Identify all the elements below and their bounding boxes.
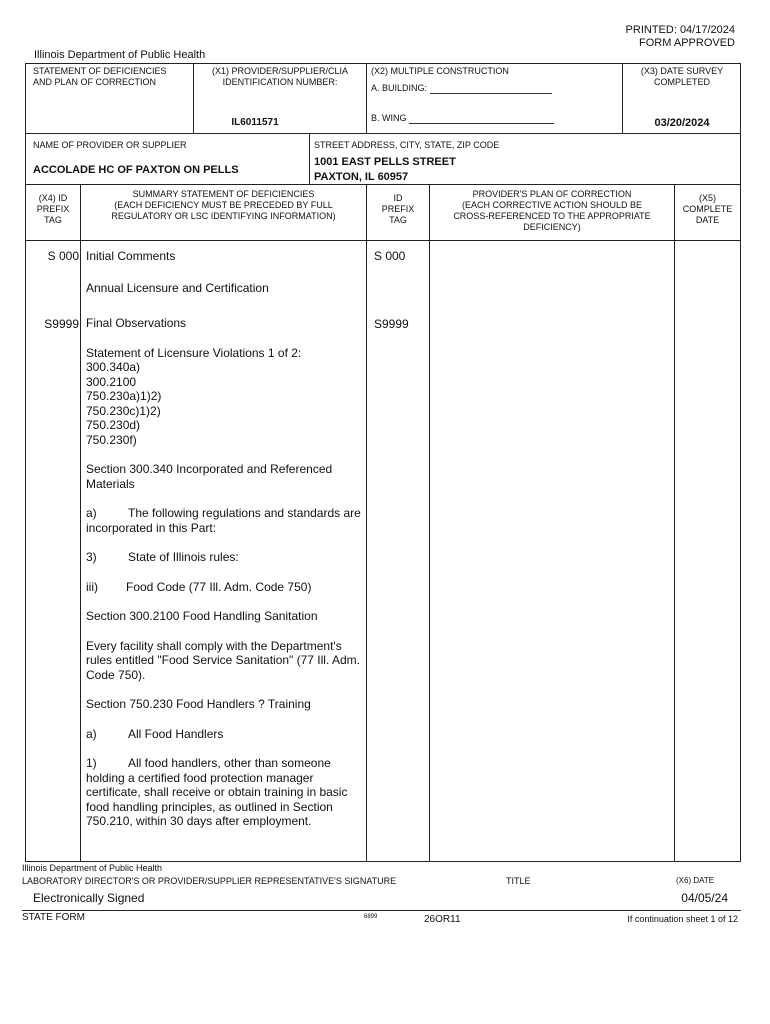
item-a-food-handlers: a) All Food Handlers [86, 726, 224, 741]
provider-id: IL6011571 [231, 117, 279, 128]
final-observations: Final Observations [86, 316, 187, 330]
initial-comments: Initial Comments [86, 249, 176, 263]
provider-name: ACCOLADE HC OF PAXTON ON PELLS [33, 164, 239, 176]
tag-s9999-right: S9999 [374, 317, 409, 331]
tag-s9999-left: S9999 [44, 317, 79, 331]
violations-block: Statement of Licensure Violations 1 of 2: 300.340a) 300.2100 750.230a)1)2) 750.230c)1)2) 750.230d) 750.230f) [86, 345, 302, 447]
x6-date-label: (X6) DATE [676, 876, 715, 885]
agency-name: Illinois Department of Public Health [34, 49, 206, 61]
id-header: ID PREFIX TAG [381, 193, 415, 225]
section-750-230: Section 750.230 Food Handlers ? Training [86, 697, 311, 711]
event-id: 26OR11 [424, 914, 461, 925]
item-1: 1) All food handlers, other than someone holding a certified food protection manager certificate, shall receive or obtain training in basic food handling principles, as outlined in Section 750.210, within 30 days after employment. [86, 756, 348, 828]
continuation-sheet: If continuation sheet 1 of 12 [627, 914, 738, 924]
signature-value: Electronically Signed [33, 891, 145, 905]
deficiency-text [86, 249, 362, 844]
signed-date: 04/05/24 [681, 891, 728, 905]
plan-header: PROVIDER'S PLAN OF CORRECTION (EACH CORRECTIVE ACTION SHOULD BE CROSS-REFERENCED TO THE APPROPRIATE DEFICIENCY) [453, 189, 651, 232]
item-a: a) The following regulations and standards are incorporated in this Part: [86, 506, 361, 535]
tag-s000-right: S 000 [374, 249, 406, 263]
building-field: A. BUILDING: [371, 83, 552, 94]
summary-header: SUMMARY STATEMENT OF DEFICIENCIES (EACH DEFICIENCY MUST BE PRECEDED BY FULL REGULATORY OR LSC IDENTIFYING INFORMATION) [111, 189, 336, 221]
section-300-340: Section 300.340 Incorporated and Referenced Materials [86, 462, 333, 491]
tag-s000-left: S 000 [47, 249, 79, 263]
x2-label: (X2) MULTIPLE CONSTRUCTION [371, 66, 509, 76]
printed-date: PRINTED: 04/17/2024 [625, 24, 735, 36]
address-line-1: 1001 EAST PELLS STREET [314, 156, 456, 168]
title-label: TITLE [506, 876, 531, 886]
wing-field: B. WING [371, 113, 554, 124]
x4-header: (X4) ID PREFIX TAG [36, 193, 70, 225]
statement-label: STATEMENT OF DEFICIENCIES AND PLAN OF CORRECTION [33, 66, 167, 87]
x1-label: (X1) PROVIDER/SUPPLIER/CLIA IDENTIFICATION NUMBER: [211, 66, 349, 87]
item-3: 3) State of Illinois rules: [86, 550, 239, 564]
date-survey-label: (X3) DATE SURVEY COMPLETED [640, 66, 724, 87]
address-label: STREET ADDRESS, CITY, STATE, ZIP CODE [314, 140, 500, 150]
signature-label: LABORATORY DIRECTOR'S OR PROVIDER/SUPPLIER REPRESENTATIVE'S SIGNATURE [22, 876, 397, 886]
form-code: 6899 [364, 914, 378, 920]
provider-name-label: NAME OF PROVIDER OR SUPPLIER [33, 140, 187, 150]
annual-licensure: Annual Licensure and Certification [86, 280, 269, 295]
footer-agency: Illinois Department of Public Health [22, 863, 163, 873]
section-300-2100: Section 300.2100 Food Handling Sanitation [86, 609, 318, 623]
form-status: FORM APPROVED [639, 37, 735, 49]
state-form: STATE FORM [22, 912, 85, 923]
date-survey-completed: 03/20/2024 [654, 117, 710, 129]
x5-header: (X5) COMPLETE DATE [682, 193, 733, 225]
every-facility: Every facility shall comply with the Department's rules entitled "Food Service Sanitation" (77 Ill. Adm. Code 750). [86, 638, 360, 682]
address-line-2: PAXTON, IL 60957 [314, 171, 409, 183]
item-iii: iii) Food Code (77 Ill. Adm. Code 750) [86, 579, 312, 594]
